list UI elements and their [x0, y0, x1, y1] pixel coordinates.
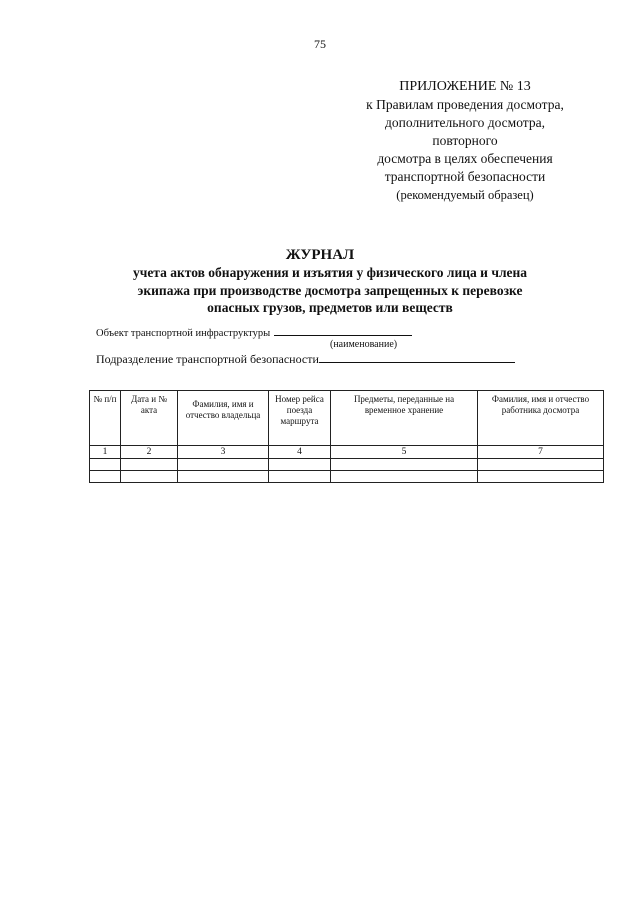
column-header: Дата и № акта	[121, 391, 178, 446]
column-header: Фамилия, имя и отчество владельца	[178, 391, 269, 446]
object-field-blank	[274, 325, 412, 336]
page-number: 75	[314, 37, 326, 51]
table-row	[90, 459, 604, 471]
table-cell	[90, 459, 121, 471]
appendix-line: к Правилам проведения досмотра,	[366, 97, 564, 112]
appendix-note: (рекомендуемый образец)	[396, 188, 534, 202]
appendix-line: дополнительного досмотра,	[385, 115, 545, 130]
appendix-line: повторного	[432, 133, 498, 148]
column-number-row	[90, 446, 604, 459]
object-field-label: Объект транспортной инфраструктуры	[96, 328, 271, 339]
table-cell	[90, 471, 121, 483]
journal-title: ЖУРНАЛ	[285, 247, 355, 263]
table-cell	[478, 459, 604, 471]
journal-subtitle	[90, 264, 570, 317]
journal-subtitle-line: опасных грузов, предметов или веществ	[207, 300, 453, 315]
table-row	[90, 471, 604, 483]
journal-subtitle-line: экипажа при производстве досмотра запрещенных к перевозке	[137, 282, 523, 298]
table-cell	[331, 471, 478, 483]
appendix-line: транспортной безопасности	[384, 169, 546, 184]
column-header: Фамилия, имя и отчество работника досмотра	[478, 391, 604, 446]
journal-table	[89, 390, 604, 483]
column-number: 5	[331, 446, 478, 459]
division-field-blank	[319, 350, 515, 363]
division-field-label: Подразделение транспортной безопасности	[96, 352, 319, 366]
column-number: 2	[121, 446, 178, 459]
table-cell	[269, 459, 331, 471]
object-field	[96, 325, 412, 339]
appendix-title: ПРИЛОЖЕНИЕ № 13	[399, 79, 531, 94]
table-header-row	[90, 391, 604, 446]
division-field	[96, 350, 515, 367]
column-number: 4	[269, 446, 331, 459]
table-cell	[121, 471, 178, 483]
column-header: № п/п	[90, 391, 121, 446]
column-number: 3	[178, 446, 269, 459]
table-cell	[178, 459, 269, 471]
column-number: 1	[90, 446, 121, 459]
table-cell	[478, 471, 604, 483]
column-header: Номер рейса поезда маршрута	[269, 391, 331, 446]
table-cell	[178, 471, 269, 483]
table-cell	[331, 459, 478, 471]
table-cell	[269, 471, 331, 483]
table-cell	[121, 459, 178, 471]
appendix-line: досмотра в целях обеспечения	[377, 151, 553, 166]
journal-subtitle-line: учета актов обнаружения и изъятия у физического лица и члена	[132, 265, 528, 280]
appendix-block	[340, 78, 590, 204]
column-number: 7	[478, 446, 604, 459]
object-field-hint: (наименование)	[330, 339, 398, 350]
column-header: Предметы, переданные на временное хранение	[331, 391, 478, 446]
